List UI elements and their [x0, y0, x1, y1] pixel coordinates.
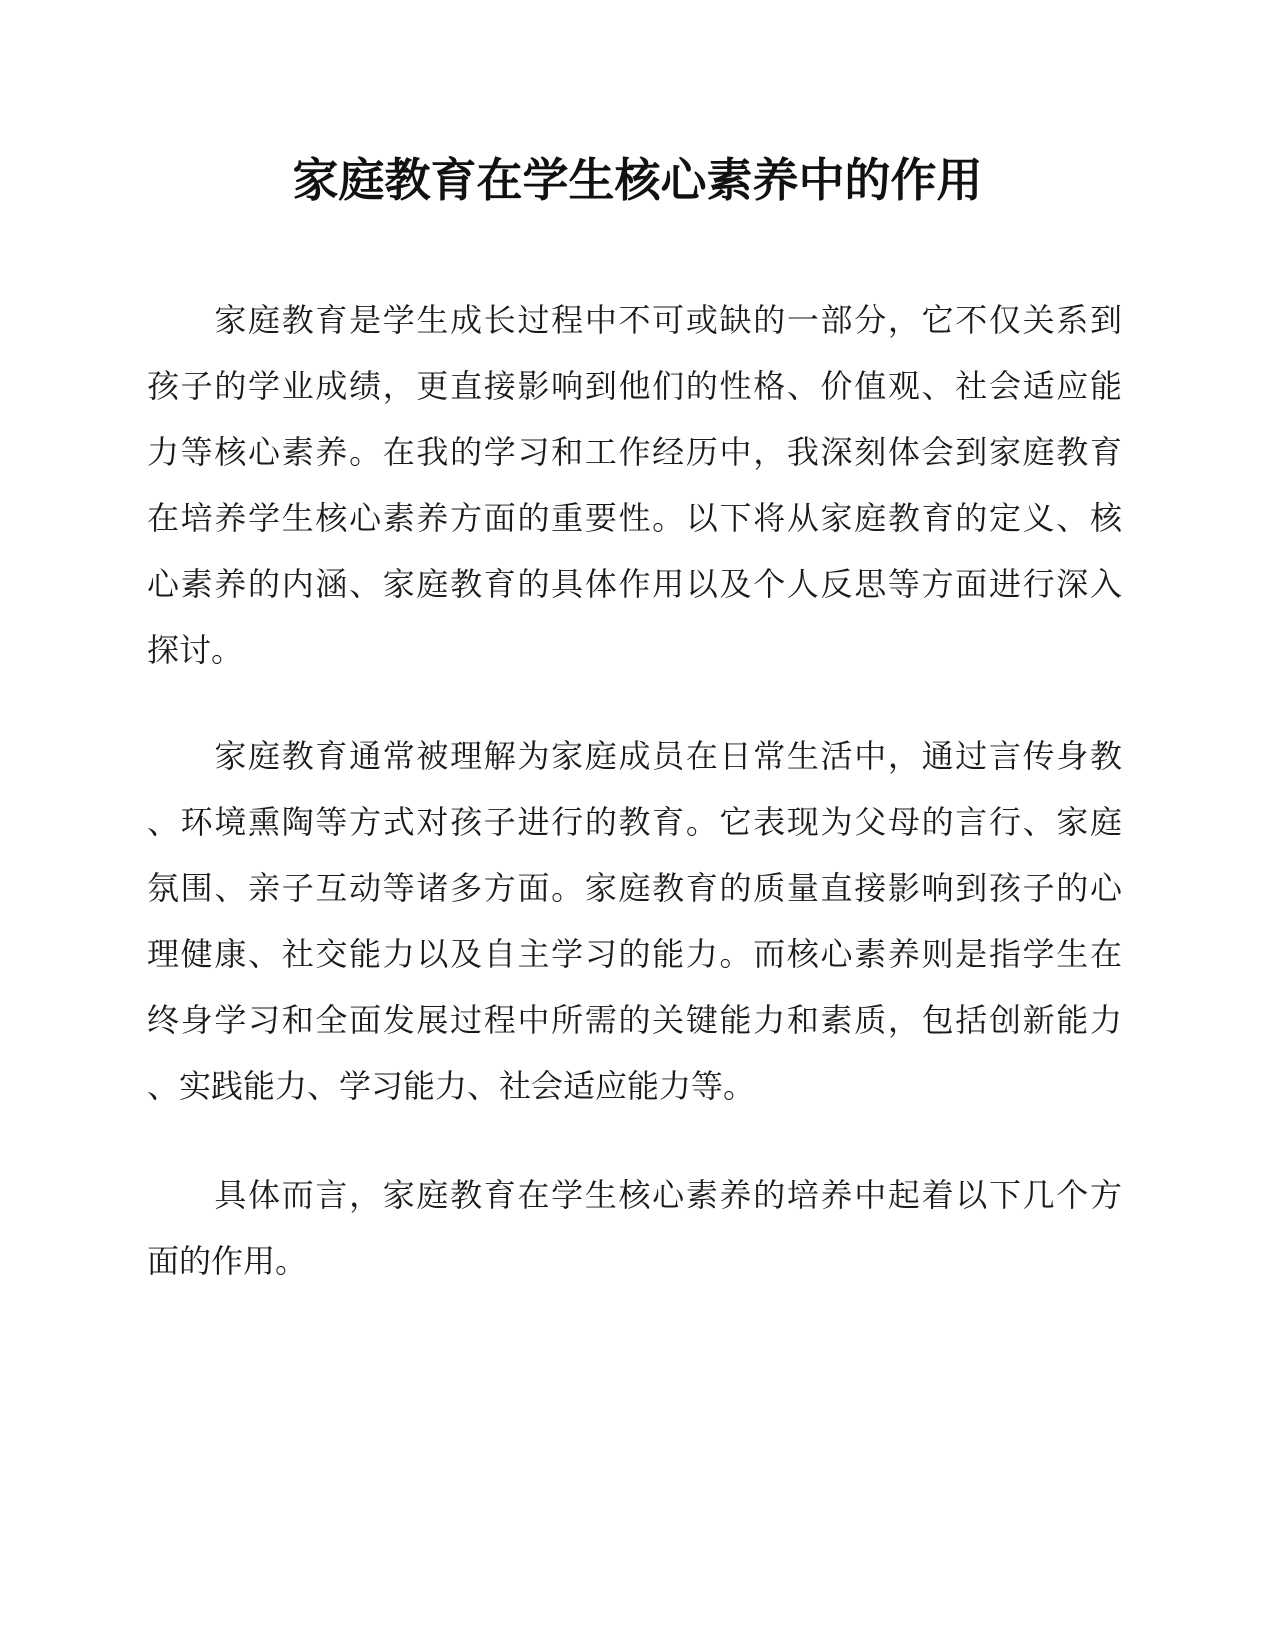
- paragraph-intro: [147, 287, 1122, 683]
- paragraph-line: 探讨。: [147, 631, 244, 669]
- paragraph-line: 家庭教育是学生成长过程中不可或缺的一部分，它不仅关系到: [147, 301, 1122, 339]
- paragraph-line: 心素养的内涵、家庭教育的具体作用以及个人反思等方面进行深入: [147, 565, 1122, 603]
- paragraph-line: 、实践能力、学习能力、社会适应能力等。: [147, 1067, 756, 1105]
- paragraph-line: 、环境熏陶等方式对孩子进行的教育。它表现为父母的言行、家庭: [147, 803, 1122, 841]
- paragraph-line: 具体而言，家庭教育在学生核心素养的培养中起着以下几个方: [147, 1176, 1122, 1214]
- paragraph-line: 力等核心素养。在我的学习和工作经历中，我深刻体会到家庭教育: [147, 433, 1122, 471]
- paragraph-line: 理健康、社交能力以及自主学习的能力。而核心素养则是指学生在: [147, 935, 1122, 973]
- paragraph-line: 终身学习和全面发展过程中所需的关键能力和素质，包括创新能力: [147, 1001, 1122, 1039]
- document-title: 家庭教育在学生核心素养中的作用: [292, 153, 983, 207]
- paragraph-line: 孩子的学业成绩，更直接影响到他们的性格、价值观、社会适应能: [147, 367, 1122, 405]
- paragraph-line: 面的作用。: [147, 1242, 308, 1280]
- paragraph-line: 家庭教育通常被理解为家庭成员在日常生活中，通过言传身教: [147, 737, 1122, 775]
- paragraph-roles: [147, 1162, 1122, 1294]
- paragraph-line: 在培养学生核心素养方面的重要性。以下将从家庭教育的定义、核: [147, 499, 1122, 537]
- paragraph-definition: [147, 723, 1122, 1119]
- paragraph-line: 氛围、亲子互动等诸多方面。家庭教育的质量直接影响到孩子的心: [147, 869, 1122, 907]
